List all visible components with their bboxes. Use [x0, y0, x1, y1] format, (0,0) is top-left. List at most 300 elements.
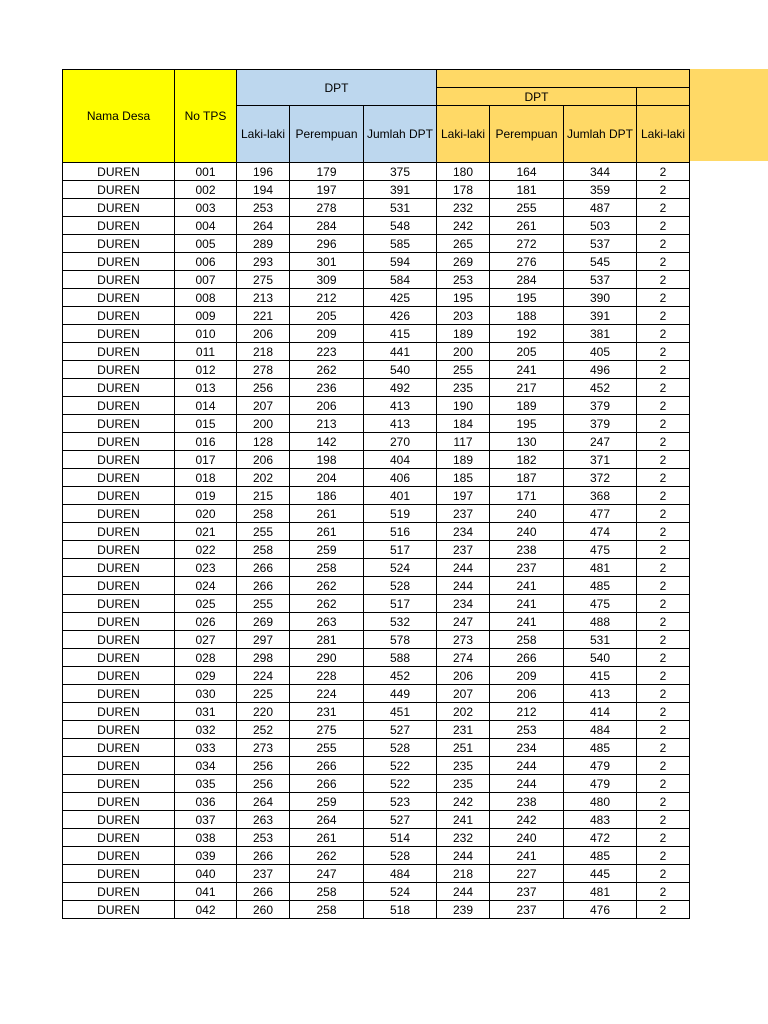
- header-col-jumlah-dpt-2[interactable]: Jumlah DPT: [564, 106, 637, 163]
- cell-laki-laki-3[interactable]: 2: [637, 757, 690, 775]
- cell-nama-desa[interactable]: DUREN: [63, 253, 175, 271]
- cell-jumlah-dpt-2[interactable]: 390: [564, 289, 637, 307]
- cell-jumlah-dpt-2[interactable]: 487: [564, 199, 637, 217]
- cell-nama-desa[interactable]: DUREN: [63, 865, 175, 883]
- cell-nama-desa[interactable]: DUREN: [63, 757, 175, 775]
- cell-perempuan-1[interactable]: 206: [290, 397, 364, 415]
- cell-jumlah-dpt-2[interactable]: 480: [564, 793, 637, 811]
- cell-jumlah-dpt-1[interactable]: 516: [364, 523, 437, 541]
- cell-no-tps[interactable]: 001: [175, 163, 237, 181]
- cell-perempuan-1[interactable]: 261: [290, 505, 364, 523]
- cell-laki-laki-3[interactable]: 2: [637, 739, 690, 757]
- cell-jumlah-dpt-1[interactable]: 523: [364, 793, 437, 811]
- cell-perempuan-1[interactable]: 284: [290, 217, 364, 235]
- cell-perempuan-1[interactable]: 223: [290, 343, 364, 361]
- cell-perempuan-1[interactable]: 262: [290, 847, 364, 865]
- cell-jumlah-dpt-1[interactable]: 452: [364, 667, 437, 685]
- cell-no-tps[interactable]: 024: [175, 577, 237, 595]
- cell-laki-laki-2[interactable]: 218: [437, 865, 490, 883]
- cell-jumlah-dpt-1[interactable]: 540: [364, 361, 437, 379]
- cell-no-tps[interactable]: 037: [175, 811, 237, 829]
- cell-no-tps[interactable]: 036: [175, 793, 237, 811]
- cell-jumlah-dpt-2[interactable]: 379: [564, 397, 637, 415]
- cell-laki-laki-2[interactable]: 185: [437, 469, 490, 487]
- cell-laki-laki-1[interactable]: 266: [237, 883, 290, 901]
- cell-perempuan-2[interactable]: 241: [490, 613, 564, 631]
- cell-nama-desa[interactable]: DUREN: [63, 649, 175, 667]
- cell-laki-laki-1[interactable]: 298: [237, 649, 290, 667]
- cell-jumlah-dpt-2[interactable]: 537: [564, 235, 637, 253]
- cell-perempuan-2[interactable]: 209: [490, 667, 564, 685]
- cell-perempuan-2[interactable]: 234: [490, 739, 564, 757]
- cell-laki-laki-2[interactable]: 251: [437, 739, 490, 757]
- cell-jumlah-dpt-2[interactable]: 405: [564, 343, 637, 361]
- cell-perempuan-2[interactable]: 195: [490, 289, 564, 307]
- cell-no-tps[interactable]: 007: [175, 271, 237, 289]
- cell-perempuan-1[interactable]: 231: [290, 703, 364, 721]
- cell-laki-laki-1[interactable]: 200: [237, 415, 290, 433]
- cell-perempuan-2[interactable]: 188: [490, 307, 564, 325]
- cell-laki-laki-1[interactable]: 255: [237, 523, 290, 541]
- cell-perempuan-2[interactable]: 237: [490, 901, 564, 919]
- header-no-tps[interactable]: No TPS: [175, 70, 237, 163]
- cell-laki-laki-2[interactable]: 265: [437, 235, 490, 253]
- cell-nama-desa[interactable]: DUREN: [63, 487, 175, 505]
- cell-laki-laki-2[interactable]: 237: [437, 541, 490, 559]
- cell-nama-desa[interactable]: DUREN: [63, 811, 175, 829]
- cell-jumlah-dpt-2[interactable]: 476: [564, 901, 637, 919]
- cell-laki-laki-2[interactable]: 241: [437, 811, 490, 829]
- cell-perempuan-2[interactable]: 187: [490, 469, 564, 487]
- cell-laki-laki-3[interactable]: 2: [637, 559, 690, 577]
- cell-jumlah-dpt-1[interactable]: 270: [364, 433, 437, 451]
- cell-no-tps[interactable]: 031: [175, 703, 237, 721]
- cell-perempuan-1[interactable]: 266: [290, 757, 364, 775]
- cell-jumlah-dpt-1[interactable]: 451: [364, 703, 437, 721]
- cell-nama-desa[interactable]: DUREN: [63, 685, 175, 703]
- cell-laki-laki-3[interactable]: 2: [637, 379, 690, 397]
- cell-perempuan-2[interactable]: 244: [490, 775, 564, 793]
- header-group-dpt-1[interactable]: DPT: [237, 70, 437, 106]
- cell-perempuan-2[interactable]: 244: [490, 757, 564, 775]
- cell-laki-laki-2[interactable]: 184: [437, 415, 490, 433]
- cell-no-tps[interactable]: 018: [175, 469, 237, 487]
- cell-laki-laki-2[interactable]: 242: [437, 217, 490, 235]
- cell-no-tps[interactable]: 035: [175, 775, 237, 793]
- cell-laki-laki-2[interactable]: 189: [437, 325, 490, 343]
- cell-jumlah-dpt-1[interactable]: 548: [364, 217, 437, 235]
- cell-perempuan-1[interactable]: 264: [290, 811, 364, 829]
- cell-laki-laki-1[interactable]: 215: [237, 487, 290, 505]
- cell-perempuan-1[interactable]: 259: [290, 793, 364, 811]
- cell-perempuan-1[interactable]: 281: [290, 631, 364, 649]
- cell-perempuan-2[interactable]: 164: [490, 163, 564, 181]
- cell-laki-laki-1[interactable]: 253: [237, 199, 290, 217]
- cell-perempuan-1[interactable]: 212: [290, 289, 364, 307]
- cell-laki-laki-3[interactable]: 2: [637, 595, 690, 613]
- cell-perempuan-1[interactable]: 259: [290, 541, 364, 559]
- cell-perempuan-2[interactable]: 238: [490, 793, 564, 811]
- cell-jumlah-dpt-2[interactable]: 479: [564, 757, 637, 775]
- cell-jumlah-dpt-1[interactable]: 514: [364, 829, 437, 847]
- cell-perempuan-1[interactable]: 213: [290, 415, 364, 433]
- cell-no-tps[interactable]: 028: [175, 649, 237, 667]
- cell-laki-laki-3[interactable]: 2: [637, 541, 690, 559]
- cell-perempuan-2[interactable]: 242: [490, 811, 564, 829]
- cell-perempuan-1[interactable]: 258: [290, 883, 364, 901]
- cell-jumlah-dpt-2[interactable]: 344: [564, 163, 637, 181]
- cell-nama-desa[interactable]: DUREN: [63, 307, 175, 325]
- cell-laki-laki-1[interactable]: 293: [237, 253, 290, 271]
- cell-no-tps[interactable]: 006: [175, 253, 237, 271]
- cell-perempuan-2[interactable]: 276: [490, 253, 564, 271]
- cell-laki-laki-1[interactable]: 256: [237, 379, 290, 397]
- cell-laki-laki-3[interactable]: 2: [637, 703, 690, 721]
- cell-laki-laki-2[interactable]: 180: [437, 163, 490, 181]
- cell-no-tps[interactable]: 017: [175, 451, 237, 469]
- cell-nama-desa[interactable]: DUREN: [63, 559, 175, 577]
- cell-nama-desa[interactable]: DUREN: [63, 217, 175, 235]
- cell-nama-desa[interactable]: DUREN: [63, 667, 175, 685]
- cell-perempuan-2[interactable]: 241: [490, 361, 564, 379]
- cell-nama-desa[interactable]: DUREN: [63, 739, 175, 757]
- cell-perempuan-2[interactable]: 189: [490, 397, 564, 415]
- cell-laki-laki-3[interactable]: 2: [637, 667, 690, 685]
- cell-perempuan-2[interactable]: 130: [490, 433, 564, 451]
- cell-jumlah-dpt-2[interactable]: 485: [564, 577, 637, 595]
- cell-no-tps[interactable]: 023: [175, 559, 237, 577]
- cell-laki-laki-1[interactable]: 273: [237, 739, 290, 757]
- cell-no-tps[interactable]: 010: [175, 325, 237, 343]
- cell-no-tps[interactable]: 020: [175, 505, 237, 523]
- cell-laki-laki-3[interactable]: 2: [637, 451, 690, 469]
- cell-jumlah-dpt-1[interactable]: 527: [364, 811, 437, 829]
- cell-nama-desa[interactable]: DUREN: [63, 235, 175, 253]
- cell-laki-laki-1[interactable]: 207: [237, 397, 290, 415]
- cell-laki-laki-3[interactable]: 2: [637, 649, 690, 667]
- cell-laki-laki-3[interactable]: 2: [637, 685, 690, 703]
- cell-nama-desa[interactable]: DUREN: [63, 451, 175, 469]
- cell-perempuan-2[interactable]: 206: [490, 685, 564, 703]
- cell-laki-laki-1[interactable]: 196: [237, 163, 290, 181]
- cell-jumlah-dpt-1[interactable]: 449: [364, 685, 437, 703]
- cell-perempuan-1[interactable]: 261: [290, 829, 364, 847]
- cell-perempuan-2[interactable]: 192: [490, 325, 564, 343]
- cell-laki-laki-3[interactable]: 2: [637, 415, 690, 433]
- cell-jumlah-dpt-1[interactable]: 413: [364, 397, 437, 415]
- cell-laki-laki-2[interactable]: 202: [437, 703, 490, 721]
- cell-no-tps[interactable]: 029: [175, 667, 237, 685]
- cell-perempuan-1[interactable]: 258: [290, 559, 364, 577]
- cell-laki-laki-1[interactable]: 206: [237, 451, 290, 469]
- cell-jumlah-dpt-2[interactable]: 475: [564, 541, 637, 559]
- cell-laki-laki-2[interactable]: 203: [437, 307, 490, 325]
- cell-jumlah-dpt-1[interactable]: 375: [364, 163, 437, 181]
- cell-nama-desa[interactable]: DUREN: [63, 847, 175, 865]
- cell-perempuan-2[interactable]: 284: [490, 271, 564, 289]
- cell-jumlah-dpt-2[interactable]: 379: [564, 415, 637, 433]
- cell-perempuan-1[interactable]: 262: [290, 577, 364, 595]
- cell-perempuan-1[interactable]: 266: [290, 775, 364, 793]
- cell-laki-laki-3[interactable]: 2: [637, 883, 690, 901]
- cell-perempuan-1[interactable]: 224: [290, 685, 364, 703]
- header-group-dpt-2[interactable]: DPT: [437, 88, 637, 106]
- cell-no-tps[interactable]: 013: [175, 379, 237, 397]
- cell-jumlah-dpt-1[interactable]: 492: [364, 379, 437, 397]
- cell-perempuan-1[interactable]: 275: [290, 721, 364, 739]
- cell-laki-laki-2[interactable]: 239: [437, 901, 490, 919]
- cell-jumlah-dpt-2[interactable]: 485: [564, 739, 637, 757]
- cell-jumlah-dpt-1[interactable]: 425: [364, 289, 437, 307]
- cell-perempuan-1[interactable]: 255: [290, 739, 364, 757]
- header-group-sub-empty[interactable]: [637, 88, 690, 106]
- cell-jumlah-dpt-2[interactable]: 496: [564, 361, 637, 379]
- cell-laki-laki-3[interactable]: 2: [637, 613, 690, 631]
- cell-jumlah-dpt-2[interactable]: 415: [564, 667, 637, 685]
- cell-jumlah-dpt-1[interactable]: 594: [364, 253, 437, 271]
- cell-laki-laki-3[interactable]: 2: [637, 523, 690, 541]
- cell-no-tps[interactable]: 038: [175, 829, 237, 847]
- cell-nama-desa[interactable]: DUREN: [63, 721, 175, 739]
- cell-no-tps[interactable]: 004: [175, 217, 237, 235]
- cell-laki-laki-3[interactable]: 2: [637, 343, 690, 361]
- cell-perempuan-2[interactable]: 237: [490, 559, 564, 577]
- cell-nama-desa[interactable]: DUREN: [63, 541, 175, 559]
- cell-no-tps[interactable]: 022: [175, 541, 237, 559]
- cell-perempuan-2[interactable]: 195: [490, 415, 564, 433]
- cell-perempuan-1[interactable]: 205: [290, 307, 364, 325]
- cell-laki-laki-1[interactable]: 218: [237, 343, 290, 361]
- cell-nama-desa[interactable]: DUREN: [63, 397, 175, 415]
- cell-laki-laki-2[interactable]: 206: [437, 667, 490, 685]
- cell-perempuan-1[interactable]: 278: [290, 199, 364, 217]
- cell-perempuan-1[interactable]: 301: [290, 253, 364, 271]
- cell-jumlah-dpt-2[interactable]: 475: [564, 595, 637, 613]
- cell-jumlah-dpt-1[interactable]: 524: [364, 883, 437, 901]
- cell-laki-laki-3[interactable]: 2: [637, 865, 690, 883]
- cell-jumlah-dpt-1[interactable]: 527: [364, 721, 437, 739]
- cell-laki-laki-1[interactable]: 237: [237, 865, 290, 883]
- cell-laki-laki-3[interactable]: 2: [637, 793, 690, 811]
- cell-no-tps[interactable]: 002: [175, 181, 237, 199]
- cell-nama-desa[interactable]: DUREN: [63, 775, 175, 793]
- header-group-top[interactable]: [437, 70, 690, 88]
- cell-perempuan-1[interactable]: 296: [290, 235, 364, 253]
- cell-jumlah-dpt-1[interactable]: 401: [364, 487, 437, 505]
- cell-laki-laki-2[interactable]: 232: [437, 199, 490, 217]
- cell-laki-laki-1[interactable]: 266: [237, 577, 290, 595]
- cell-laki-laki-1[interactable]: 275: [237, 271, 290, 289]
- cell-jumlah-dpt-1[interactable]: 517: [364, 595, 437, 613]
- header-nama-desa[interactable]: Nama Desa: [63, 70, 175, 163]
- cell-laki-laki-2[interactable]: 247: [437, 613, 490, 631]
- cell-jumlah-dpt-2[interactable]: 372: [564, 469, 637, 487]
- cell-jumlah-dpt-2[interactable]: 481: [564, 883, 637, 901]
- cell-jumlah-dpt-2[interactable]: 414: [564, 703, 637, 721]
- cell-laki-laki-1[interactable]: 269: [237, 613, 290, 631]
- cell-laki-laki-1[interactable]: 221: [237, 307, 290, 325]
- cell-jumlah-dpt-1[interactable]: 404: [364, 451, 437, 469]
- cell-laki-laki-3[interactable]: 2: [637, 775, 690, 793]
- cell-laki-laki-1[interactable]: 253: [237, 829, 290, 847]
- cell-nama-desa[interactable]: DUREN: [63, 199, 175, 217]
- cell-laki-laki-3[interactable]: 2: [637, 235, 690, 253]
- cell-perempuan-2[interactable]: 272: [490, 235, 564, 253]
- cell-no-tps[interactable]: 032: [175, 721, 237, 739]
- cell-jumlah-dpt-2[interactable]: 391: [564, 307, 637, 325]
- cell-perempuan-2[interactable]: 240: [490, 505, 564, 523]
- cell-perempuan-2[interactable]: 181: [490, 181, 564, 199]
- cell-laki-laki-1[interactable]: 266: [237, 559, 290, 577]
- cell-nama-desa[interactable]: DUREN: [63, 829, 175, 847]
- cell-jumlah-dpt-2[interactable]: 479: [564, 775, 637, 793]
- cell-laki-laki-2[interactable]: 273: [437, 631, 490, 649]
- cell-jumlah-dpt-2[interactable]: 445: [564, 865, 637, 883]
- cell-laki-laki-2[interactable]: 207: [437, 685, 490, 703]
- cell-jumlah-dpt-1[interactable]: 528: [364, 739, 437, 757]
- cell-laki-laki-2[interactable]: 269: [437, 253, 490, 271]
- cell-jumlah-dpt-1[interactable]: 484: [364, 865, 437, 883]
- cell-jumlah-dpt-1[interactable]: 585: [364, 235, 437, 253]
- cell-perempuan-1[interactable]: 209: [290, 325, 364, 343]
- cell-nama-desa[interactable]: DUREN: [63, 415, 175, 433]
- cell-jumlah-dpt-1[interactable]: 522: [364, 757, 437, 775]
- cell-jumlah-dpt-2[interactable]: 488: [564, 613, 637, 631]
- cell-perempuan-1[interactable]: 186: [290, 487, 364, 505]
- cell-perempuan-2[interactable]: 241: [490, 847, 564, 865]
- cell-perempuan-2[interactable]: 212: [490, 703, 564, 721]
- cell-perempuan-2[interactable]: 241: [490, 595, 564, 613]
- cell-laki-laki-2[interactable]: 232: [437, 829, 490, 847]
- cell-laki-laki-3[interactable]: 2: [637, 325, 690, 343]
- cell-perempuan-1[interactable]: 179: [290, 163, 364, 181]
- cell-laki-laki-1[interactable]: 206: [237, 325, 290, 343]
- cell-jumlah-dpt-2[interactable]: 485: [564, 847, 637, 865]
- cell-jumlah-dpt-1[interactable]: 406: [364, 469, 437, 487]
- cell-nama-desa[interactable]: DUREN: [63, 469, 175, 487]
- cell-perempuan-1[interactable]: 263: [290, 613, 364, 631]
- cell-laki-laki-1[interactable]: 255: [237, 595, 290, 613]
- cell-perempuan-1[interactable]: 142: [290, 433, 364, 451]
- cell-jumlah-dpt-2[interactable]: 452: [564, 379, 637, 397]
- cell-jumlah-dpt-1[interactable]: 528: [364, 577, 437, 595]
- cell-no-tps[interactable]: 025: [175, 595, 237, 613]
- cell-perempuan-2[interactable]: 261: [490, 217, 564, 235]
- cell-perempuan-1[interactable]: 262: [290, 361, 364, 379]
- cell-jumlah-dpt-1[interactable]: 524: [364, 559, 437, 577]
- cell-nama-desa[interactable]: DUREN: [63, 163, 175, 181]
- cell-laki-laki-2[interactable]: 255: [437, 361, 490, 379]
- cell-perempuan-1[interactable]: 261: [290, 523, 364, 541]
- cell-laki-laki-3[interactable]: 2: [637, 631, 690, 649]
- cell-perempuan-2[interactable]: 240: [490, 829, 564, 847]
- cell-no-tps[interactable]: 033: [175, 739, 237, 757]
- cell-perempuan-2[interactable]: 182: [490, 451, 564, 469]
- cell-laki-laki-3[interactable]: 2: [637, 469, 690, 487]
- cell-no-tps[interactable]: 027: [175, 631, 237, 649]
- cell-laki-laki-2[interactable]: 244: [437, 883, 490, 901]
- cell-laki-laki-2[interactable]: 242: [437, 793, 490, 811]
- cell-no-tps[interactable]: 003: [175, 199, 237, 217]
- header-col-laki-laki-2[interactable]: Laki-laki: [437, 106, 490, 163]
- cell-laki-laki-3[interactable]: 2: [637, 181, 690, 199]
- cell-laki-laki-3[interactable]: 2: [637, 253, 690, 271]
- cell-laki-laki-3[interactable]: 2: [637, 271, 690, 289]
- cell-nama-desa[interactable]: DUREN: [63, 595, 175, 613]
- cell-no-tps[interactable]: 005: [175, 235, 237, 253]
- cell-laki-laki-1[interactable]: 128: [237, 433, 290, 451]
- cell-no-tps[interactable]: 040: [175, 865, 237, 883]
- cell-laki-laki-1[interactable]: 213: [237, 289, 290, 307]
- cell-nama-desa[interactable]: DUREN: [63, 883, 175, 901]
- cell-laki-laki-2[interactable]: 231: [437, 721, 490, 739]
- cell-laki-laki-1[interactable]: 289: [237, 235, 290, 253]
- cell-laki-laki-1[interactable]: 224: [237, 667, 290, 685]
- cell-jumlah-dpt-2[interactable]: 247: [564, 433, 637, 451]
- cell-laki-laki-1[interactable]: 258: [237, 505, 290, 523]
- cell-no-tps[interactable]: 009: [175, 307, 237, 325]
- cell-laki-laki-3[interactable]: 2: [637, 505, 690, 523]
- cell-no-tps[interactable]: 026: [175, 613, 237, 631]
- cell-jumlah-dpt-1[interactable]: 441: [364, 343, 437, 361]
- cell-perempuan-1[interactable]: 228: [290, 667, 364, 685]
- cell-nama-desa[interactable]: DUREN: [63, 289, 175, 307]
- cell-nama-desa[interactable]: DUREN: [63, 523, 175, 541]
- cell-jumlah-dpt-2[interactable]: 481: [564, 559, 637, 577]
- cell-laki-laki-2[interactable]: 190: [437, 397, 490, 415]
- cell-laki-laki-3[interactable]: 2: [637, 811, 690, 829]
- cell-no-tps[interactable]: 039: [175, 847, 237, 865]
- cell-jumlah-dpt-1[interactable]: 415: [364, 325, 437, 343]
- cell-laki-laki-2[interactable]: 244: [437, 577, 490, 595]
- cell-nama-desa[interactable]: DUREN: [63, 433, 175, 451]
- cell-laki-laki-3[interactable]: 2: [637, 199, 690, 217]
- cell-jumlah-dpt-1[interactable]: 518: [364, 901, 437, 919]
- cell-perempuan-1[interactable]: 197: [290, 181, 364, 199]
- cell-jumlah-dpt-1[interactable]: 588: [364, 649, 437, 667]
- cell-jumlah-dpt-1[interactable]: 391: [364, 181, 437, 199]
- cell-laki-laki-3[interactable]: 2: [637, 397, 690, 415]
- cell-nama-desa[interactable]: DUREN: [63, 271, 175, 289]
- cell-laki-laki-2[interactable]: 244: [437, 559, 490, 577]
- cell-laki-laki-2[interactable]: 235: [437, 757, 490, 775]
- cell-jumlah-dpt-1[interactable]: 531: [364, 199, 437, 217]
- header-col-perempuan-2[interactable]: Perempuan: [490, 106, 564, 163]
- cell-nama-desa[interactable]: DUREN: [63, 505, 175, 523]
- cell-laki-laki-2[interactable]: 274: [437, 649, 490, 667]
- cell-laki-laki-1[interactable]: 225: [237, 685, 290, 703]
- cell-nama-desa[interactable]: DUREN: [63, 793, 175, 811]
- cell-nama-desa[interactable]: DUREN: [63, 325, 175, 343]
- cell-nama-desa[interactable]: DUREN: [63, 577, 175, 595]
- cell-jumlah-dpt-2[interactable]: 483: [564, 811, 637, 829]
- cell-jumlah-dpt-1[interactable]: 517: [364, 541, 437, 559]
- cell-laki-laki-3[interactable]: 2: [637, 847, 690, 865]
- header-col-jumlah-dpt-1[interactable]: Jumlah DPT: [364, 106, 437, 163]
- cell-laki-laki-1[interactable]: 264: [237, 793, 290, 811]
- cell-perempuan-2[interactable]: 237: [490, 883, 564, 901]
- cell-laki-laki-3[interactable]: 2: [637, 487, 690, 505]
- cell-perempuan-2[interactable]: 205: [490, 343, 564, 361]
- cell-jumlah-dpt-2[interactable]: 474: [564, 523, 637, 541]
- cell-laki-laki-3[interactable]: 2: [637, 289, 690, 307]
- cell-laki-laki-2[interactable]: 189: [437, 451, 490, 469]
- cell-laki-laki-2[interactable]: 197: [437, 487, 490, 505]
- cell-laki-laki-1[interactable]: 202: [237, 469, 290, 487]
- cell-laki-laki-2[interactable]: 234: [437, 595, 490, 613]
- cell-laki-laki-2[interactable]: 117: [437, 433, 490, 451]
- cell-perempuan-2[interactable]: 238: [490, 541, 564, 559]
